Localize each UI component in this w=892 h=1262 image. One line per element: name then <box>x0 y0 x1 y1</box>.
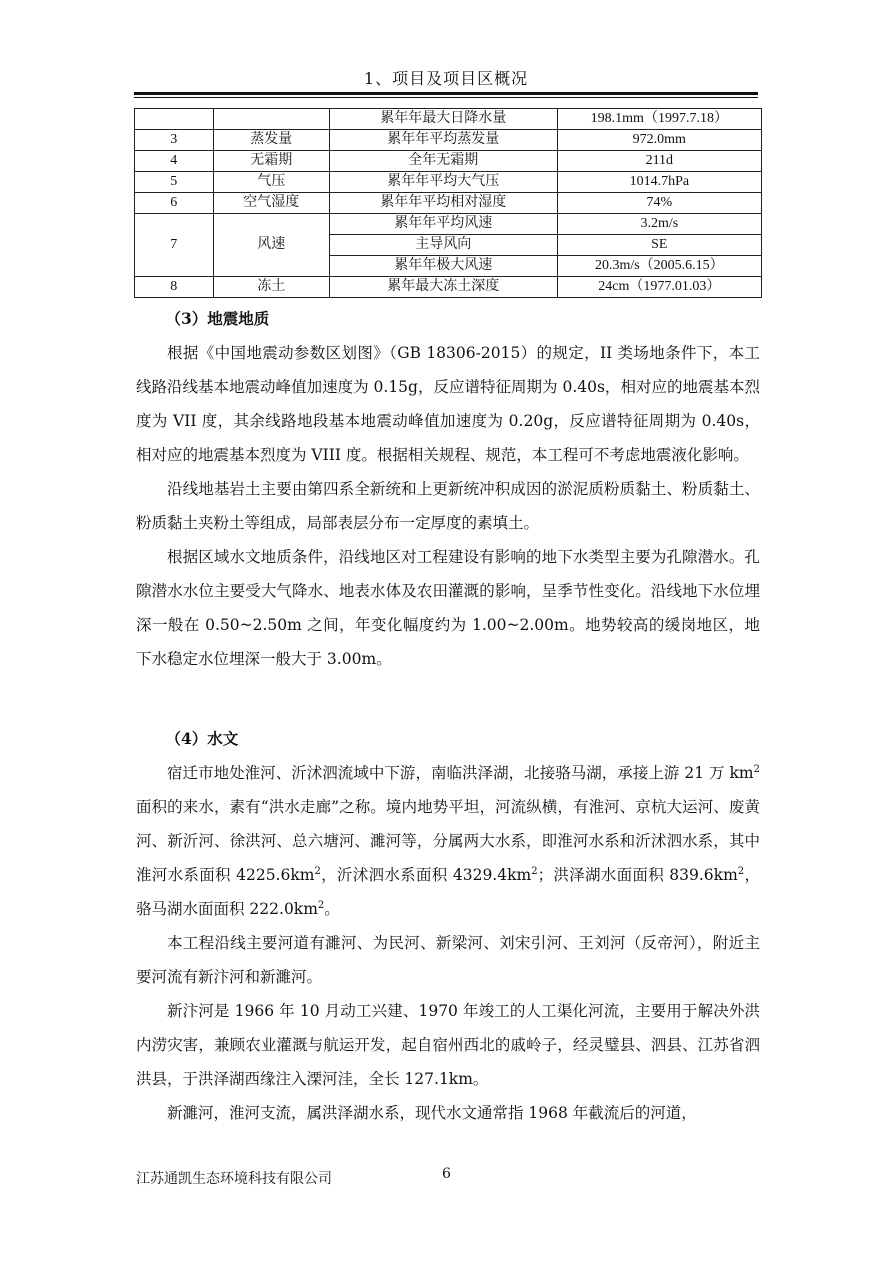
section-earthquake <box>136 302 760 676</box>
page-number: 6 <box>442 1166 451 1182</box>
paragraph: 根据区域水文地质条件，沿线地区对工程建设有影响的地下水类型主要为孔隙潜水。孔隙潜水水位主要受大气降水、地表水体及农田灌溉的影响，呈季节性变化。沿线地下水位埋深一般在 0.50~2.50m 之间，年变化幅度约为 1.00~2.00m。地势较高的缓岗地区，地下水稳定水位埋深一般大于 3.00m。 <box>136 548 760 668</box>
text-run: 宿迁市地处淮河、沂沭泗流域中下游，南临洪泽湖，北接骆马湖，承接上游 21 万 km <box>167 764 754 782</box>
table-cell-item: 冻土 <box>213 277 329 298</box>
table-cell-no: 4 <box>135 151 214 172</box>
paragraph: 新汴河是 1966 年 10 月动工兴建、1970 年竣工的人工渠化河流，主要用于解决外洪内涝灾害，兼顾农业灌溉与航运开发，起自宿州西北的戚岭子，经灵璧县、泗县、江苏省泗洪县，于洪泽湖西缘注入溧河洼，全长 127.1km。 <box>136 1002 760 1088</box>
table-cell-value: 74% <box>557 193 761 214</box>
table-cell-item: 气压 <box>213 172 329 193</box>
superscript: 2 <box>314 865 321 877</box>
table-cell-indicator: 累年最大冻土深度 <box>329 277 557 298</box>
paragraph: 新濉河，淮河支流，属洪泽湖水系，现代水文通常指 1968 年截流后的河道， <box>167 1104 697 1122</box>
table-cell-no: 3 <box>135 130 214 151</box>
footer-company: 江苏通凯生态环境科技有限公司 <box>136 1171 332 1187</box>
table-cell-item: 蒸发量 <box>213 130 329 151</box>
table-cell-value: 211d <box>557 151 761 172</box>
table-row <box>135 109 762 130</box>
section-heading: （4）水文 <box>165 729 239 748</box>
section-heading: （3）地震地质 <box>165 309 270 328</box>
running-header: 1、项目及项目区概况 <box>363 69 529 88</box>
table-cell-indicator: 累年年平均风速 <box>329 214 557 235</box>
table-cell-indicator: 累年年最大日降水量 <box>329 109 557 130</box>
table-cell-indicator: 主导风向 <box>329 235 557 256</box>
text-run: 面积的来水，素有“洪水走廊”之称。境内地势平坦，河流纵横，有淮河、京杭大运河、废黄河、新沂河、徐洪河、总六塘河、濉河等，分属两大水系，即淮河水系和沂沭泗水系，其中淮河水系面积 4225.6km <box>136 798 760 884</box>
paragraph: 沿线地基岩土主要由第四系全新统和上更新统冲积成因的淤泥质粉质黏土、粉质黏土、粉质黏土夹粉土等组成，局部表层分布一定厚度的素填土。 <box>136 480 760 532</box>
table-cell-value: 20.3m/s（2005.6.15） <box>557 256 761 277</box>
table-row <box>135 193 762 214</box>
table-row <box>135 172 762 193</box>
text-run: ；洪泽湖水面面积 839.6km <box>537 866 738 884</box>
table-cell-value: 24cm（1977.01.03） <box>557 277 761 298</box>
text-run: 。 <box>324 900 340 918</box>
table-cell-value: 3.2m/s <box>557 214 761 235</box>
header-rule-thick <box>134 92 758 95</box>
table-cell-indicator: 全年无霜期 <box>329 151 557 172</box>
climate-table <box>134 108 762 298</box>
superscript: 2 <box>753 763 760 775</box>
table-cell-no: 5 <box>135 172 214 193</box>
superscript: 2 <box>317 899 325 911</box>
table-cell-value: 198.1mm（1997.7.18） <box>557 109 761 130</box>
section-hydrology <box>136 722 760 1130</box>
paragraph: 根据《中国地震动参数区划图》（GB 18306-2015）的规定，II 类场地条件下，本工线路沿线基本地震动峰值加速度为 0.15g，反应谱特征周期为 0.40s，相对应的地震基本烈度为 VII 度，其余线路地段基本地震动峰值加速度为 0.20g，反应谱特征周期为 0.40s，相对应的地震基本烈度为 VIII 度。根据相关规程、规范，本工程可不考虑地震液化影响。 <box>136 344 760 464</box>
table-cell-no: 7 <box>135 214 214 277</box>
table-cell-value: SE <box>557 235 761 256</box>
paragraph <box>136 756 760 926</box>
superscript: 2 <box>531 865 538 877</box>
table-cell-item <box>213 109 329 130</box>
table-cell-item: 风速 <box>213 214 329 277</box>
table-row <box>135 277 762 298</box>
table-cell-value: 1014.7hPa <box>557 172 761 193</box>
table-cell-indicator: 累年年平均相对湿度 <box>329 193 557 214</box>
table-cell-indicator: 累年年平均大气压 <box>329 172 557 193</box>
table-row <box>135 214 762 235</box>
table-cell-item: 空气湿度 <box>213 193 329 214</box>
table-cell-item: 无霜期 <box>213 151 329 172</box>
table-cell-value: 972.0mm <box>557 130 761 151</box>
table-cell-no: 6 <box>135 193 214 214</box>
table-cell-indicator: 累年年平均蒸发量 <box>329 130 557 151</box>
table-cell-no: 8 <box>135 277 214 298</box>
header-rule-thin <box>134 97 758 98</box>
table-cell-indicator: 累年年极大风速 <box>329 256 557 277</box>
table-row <box>135 151 762 172</box>
superscript: 2 <box>737 865 745 877</box>
table-row <box>135 130 762 151</box>
text-run: ，沂沭泗水系面积 4329.4km <box>320 866 532 884</box>
table-cell-no <box>135 109 214 130</box>
paragraph: 本工程沿线主要河道有濉河、为民河、新梁河、刘宋引河、王刘河（反帝河），附近主要河流有新汴河和新濉河。 <box>136 934 760 986</box>
text-run: ，骆马湖水面面积 222.0km <box>136 866 760 918</box>
